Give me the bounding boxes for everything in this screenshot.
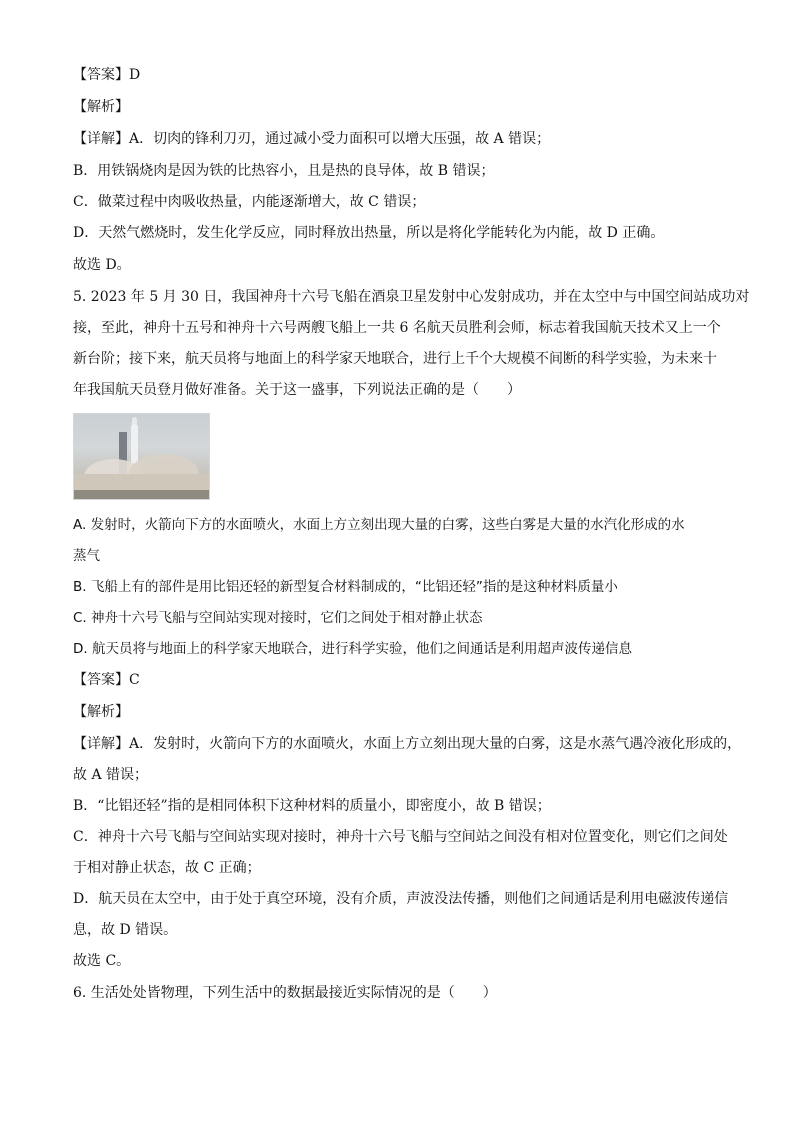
- question-5-text: 5. 2023 年 5 月 30 日，我国神舟十六号飞船在酒泉卫星发射中心发射成功，并在太空中与中国空间站成功对: [73, 289, 750, 305]
- option-b: B. 飞船上有的部件是用比铝还轻的新型复合材料制成的，“比铝还轻”指的是这种材料质量小: [73, 579, 618, 595]
- question-5-text: 新台阶；接下来，航天员将与地面上的科学家天地联合，进行上千个大规模不间断的科学实验，为未来十: [73, 351, 717, 367]
- explanation-line: 息，故 D 错误。: [73, 922, 178, 938]
- explanation-line: 于相对静止状态，故 C 正确；: [73, 860, 261, 876]
- explanation-line: B．用铁锅烧肉是因为铁的比热容小，且是热的良导体，故 B 错误；: [73, 163, 495, 179]
- explanation-line: C．神舟十六号飞船与空间站实现对接时，神舟十六号飞船与空间站之间没有相对位置变化，则它们之间处: [73, 829, 728, 845]
- explanation-line: C．做菜过程中肉吸收热量，内能逐渐增大，故 C 错误；: [73, 194, 426, 210]
- explanation-line: 【详解】A．发射时，火箭向下方的水面喷火，水面上方立刻出现大量的白雾，这是水蒸气遇冷液化形成的，: [73, 736, 742, 752]
- option-a: A. 发射时，火箭向下方的水面喷火，水面上方立刻出现大量的白雾，这些白雾是大量的水汽化形成的水: [73, 517, 685, 533]
- conclusion-line: 故选 D。: [73, 257, 131, 273]
- explanation-line: 故 A 错误；: [73, 767, 149, 783]
- analysis-label: 【解析】: [73, 99, 129, 115]
- option-d: D. 航天员将与地面上的科学家天地联合，进行科学实验，他们之间通话是利用超声波传递信息: [73, 641, 632, 657]
- explanation-line: 【详解】A．切肉的锋利刀刃，通过减小受力面积可以增大压强，故 A 错误；: [73, 131, 551, 147]
- question-5-text: 接，至此，神舟十五号和神舟十六号两艘飞船上一共 6 名航天员胜利会师，标志着我国航天技术又上一个: [73, 320, 721, 336]
- explanation-line: B．“比铝还轻”指的是相同体积下这种材料的质量小，即密度小，故 B 错误；: [73, 798, 551, 814]
- question-6-text: 6. 生活处处皆物理，下列生活中的数据最接近实际情况的是（ ）: [73, 985, 497, 1001]
- question-5-text: 年我国航天员登月做好准备。关于这一盛事，下列说法正确的是（ ）: [73, 382, 521, 398]
- explanation-line: D．天然气燃烧时，发生化学反应，同时释放出热量，所以是将化学能转化为内能，故 D 正确。: [73, 225, 665, 241]
- rocket-launch-photo: [73, 413, 210, 500]
- option-c: C. 神舟十六号飞船与空间站实现对接时，它们之间处于相对静止状态: [73, 610, 483, 626]
- answer-label: 【答案】C: [73, 672, 140, 688]
- option-a-cont: 蒸气: [73, 548, 100, 564]
- analysis-label: 【解析】: [73, 704, 129, 720]
- explanation-line: D．航天员在太空中，由于处于真空环境，没有介质，声波没法传播，则他们之间通话是利用电磁波传递信: [73, 891, 729, 907]
- conclusion-line: 故选 C。: [73, 953, 131, 969]
- answer-label: 【答案】D: [73, 67, 141, 83]
